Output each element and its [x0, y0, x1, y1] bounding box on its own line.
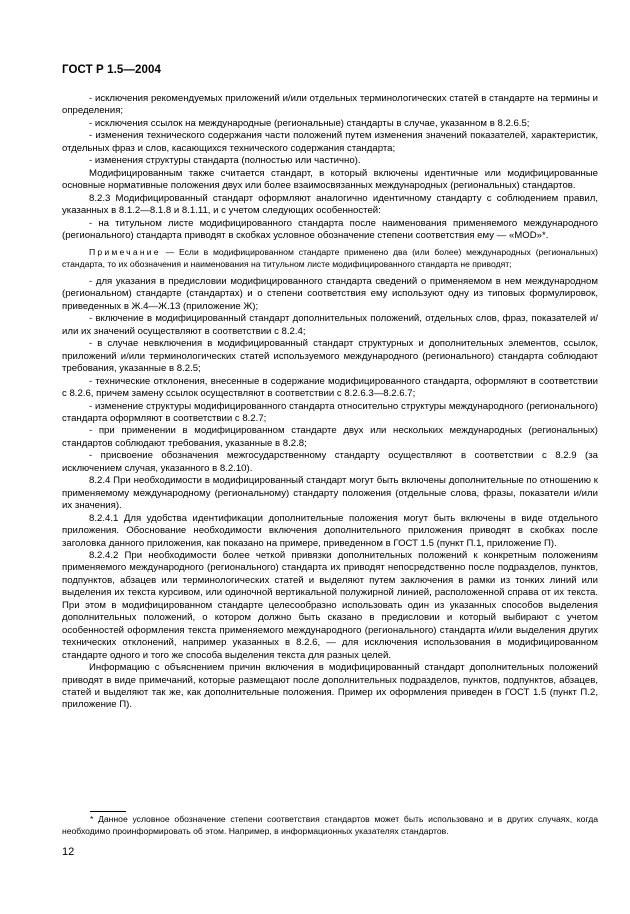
paragraph: - изменение структуры модифицированного стандарта относительно структуры международного (регионального) стандарта оформляют в соответствии с 8.2.7; — [62, 400, 598, 425]
paragraph: - включение в модифицированный стандарт дополнительных положений, отдельных слов, фраз, показателей и/или их значений осуществляют в соответствии с 8.2.4; — [62, 313, 598, 337]
note-label: Примечание — [89, 247, 161, 258]
paragraph: 8.2.4.1 Для удобства идентификации дополнительные положения могут быть включены в виде отдельного приложения. Обоснование необходимости включения дополнительного приложения приводят в скобках после заголовка данного приложения, как показано на примере, приведенном в ГОСТ 1.5 (пункт П.1, приложение П). — [62, 512, 598, 549]
paragraph: 8.2.3 Модифицированный стандарт оформляют аналогично идентичному стандарту с соблюдением правил, указанных в 8.1.2—8.1.8 и 8.1.11, и с учетом следующих особенностей: — [62, 192, 598, 217]
footnote: * Данное условное обозначение степени соответствия стандартов может быть использовано и в других случаях, когда необходимо проинформировать об этом. Например, в информационных указателях стандартов. — [62, 814, 598, 836]
footnote-divider — [90, 811, 126, 812]
paragraph: - исключения рекомендуемых приложений и/или отдельных терминологических статей в стандарте на термины и определения; — [62, 93, 598, 117]
note-paragraph — [62, 247, 598, 270]
paragraph: 8.2.4.2 При необходимости более четкой привязки дополнительных положений к конкретным положениям применяемого международного (регионального) стандарта их приводят непосредственно после подразделов, пунктов, подпунктов, абзацев или терминологических статей и выделяют путем заключения в рамки из тонких линий или выделения их текста курсивом, или одиночной вертикальной полужирной линией, расположенной справа от их текста. При этом в модифицированном стандарте целесообразно использовать один из указанных способов выделения дополнительных положений, о котором должно быть сказано в предисловии и который выбирают с учетом особенностей оформления текста применяемого международного (регионального) стандарта и/или выделения других технических отклонений, например указанных в 8.2.6, — для исключения использования в модифицированном стандарте одного и того же способа выделения текста для разных целей. — [62, 550, 598, 661]
document-body — [62, 93, 598, 712]
paragraph: Информацию с объяснением причин включения в модифицированный стандарт дополнительных положений приводят в виде примечаний, которые размещают после дополнительных подразделов, пунктов, подпунктов, абзацев, статей и выделяют так же, как дополнительные положения. Пример их оформления приведен в ГОСТ 1.5 (пункт П.2, приложение П). — [62, 662, 598, 711]
paragraph: - изменения технического содержания части положений путем изменения значений показателей, характеристик, отдельных фраз и слов, касающихся технического содержания стандарта; — [62, 130, 598, 154]
paragraph: - на титульном листе модифицированного стандарта после наименования применяемого международного (регионального) стандарта приводят в скобках условное обозначение степени соответствия ему — «MOD»*. — [62, 217, 598, 241]
paragraph: - в случае невключения в модифицированный стандарт структурных и дополнительных элементов, ссылок, приложений и/или терминологических статей используемого международного (регионального) стандарта соблюдают требования, указанные в 8.2.5; — [62, 338, 598, 375]
paragraph: - при применении в модифицированном стандарте двух или нескольких международных (региональных) стандартов соблюдают требования, указанные в 8.2.8; — [62, 425, 598, 449]
paragraph: - исключения ссылок на международные (региональные) стандарты в случае, указанном в 8.2.6.5; — [89, 117, 530, 129]
paragraph: - присвоение обозначения межгосударственному стандарту осуществляют в соответствии с 8.2.9 (за исключением случая, указанного в 8.2.10). — [62, 450, 598, 474]
note-text: — Если в модифицированном стандарте применено два (или более) международных (региональных) стандарта, то их обозначения и наименования на титульном листе модифицированного стандарта не приводят; — [62, 247, 598, 269]
paragraph: 8.2.4 При необходимости в модифицированный стандарт могут быть включены дополнительные по отношению к применяемому международному (региональному) стандарту положения (отдельные слова, фразы, показатели и/или их значения). — [62, 475, 598, 512]
document-header: ГОСТ Р 1.5—2004 — [62, 64, 161, 76]
paragraph: - технические отклонения, внесенные в содержание модифицированного стандарта, оформляют в соответствии с 8.2.6, причем замену ссылок осуществляют в соответствии с 8.2.6.3—8.2.6.7; — [62, 375, 598, 400]
paragraph: - для указания в предисловии модифицированного стандарта сведений о применяемом в нем международном (региональном) стандарте (стандартах) и о степени соответствия ему используют одну из типовых формулировок, приведенных в Ж.4—Ж.13 (приложение Ж); — [62, 276, 598, 312]
page-number: 12 — [62, 846, 75, 858]
paragraph: Модифицированным также считается стандарт, в который включены идентичные или модифицированные основные нормативные положения двух или более взаимосвязанных международных (региональных) стандартов. — [62, 167, 598, 192]
paragraph: - изменения структуры стандарта (полностью или частично). — [89, 155, 361, 167]
